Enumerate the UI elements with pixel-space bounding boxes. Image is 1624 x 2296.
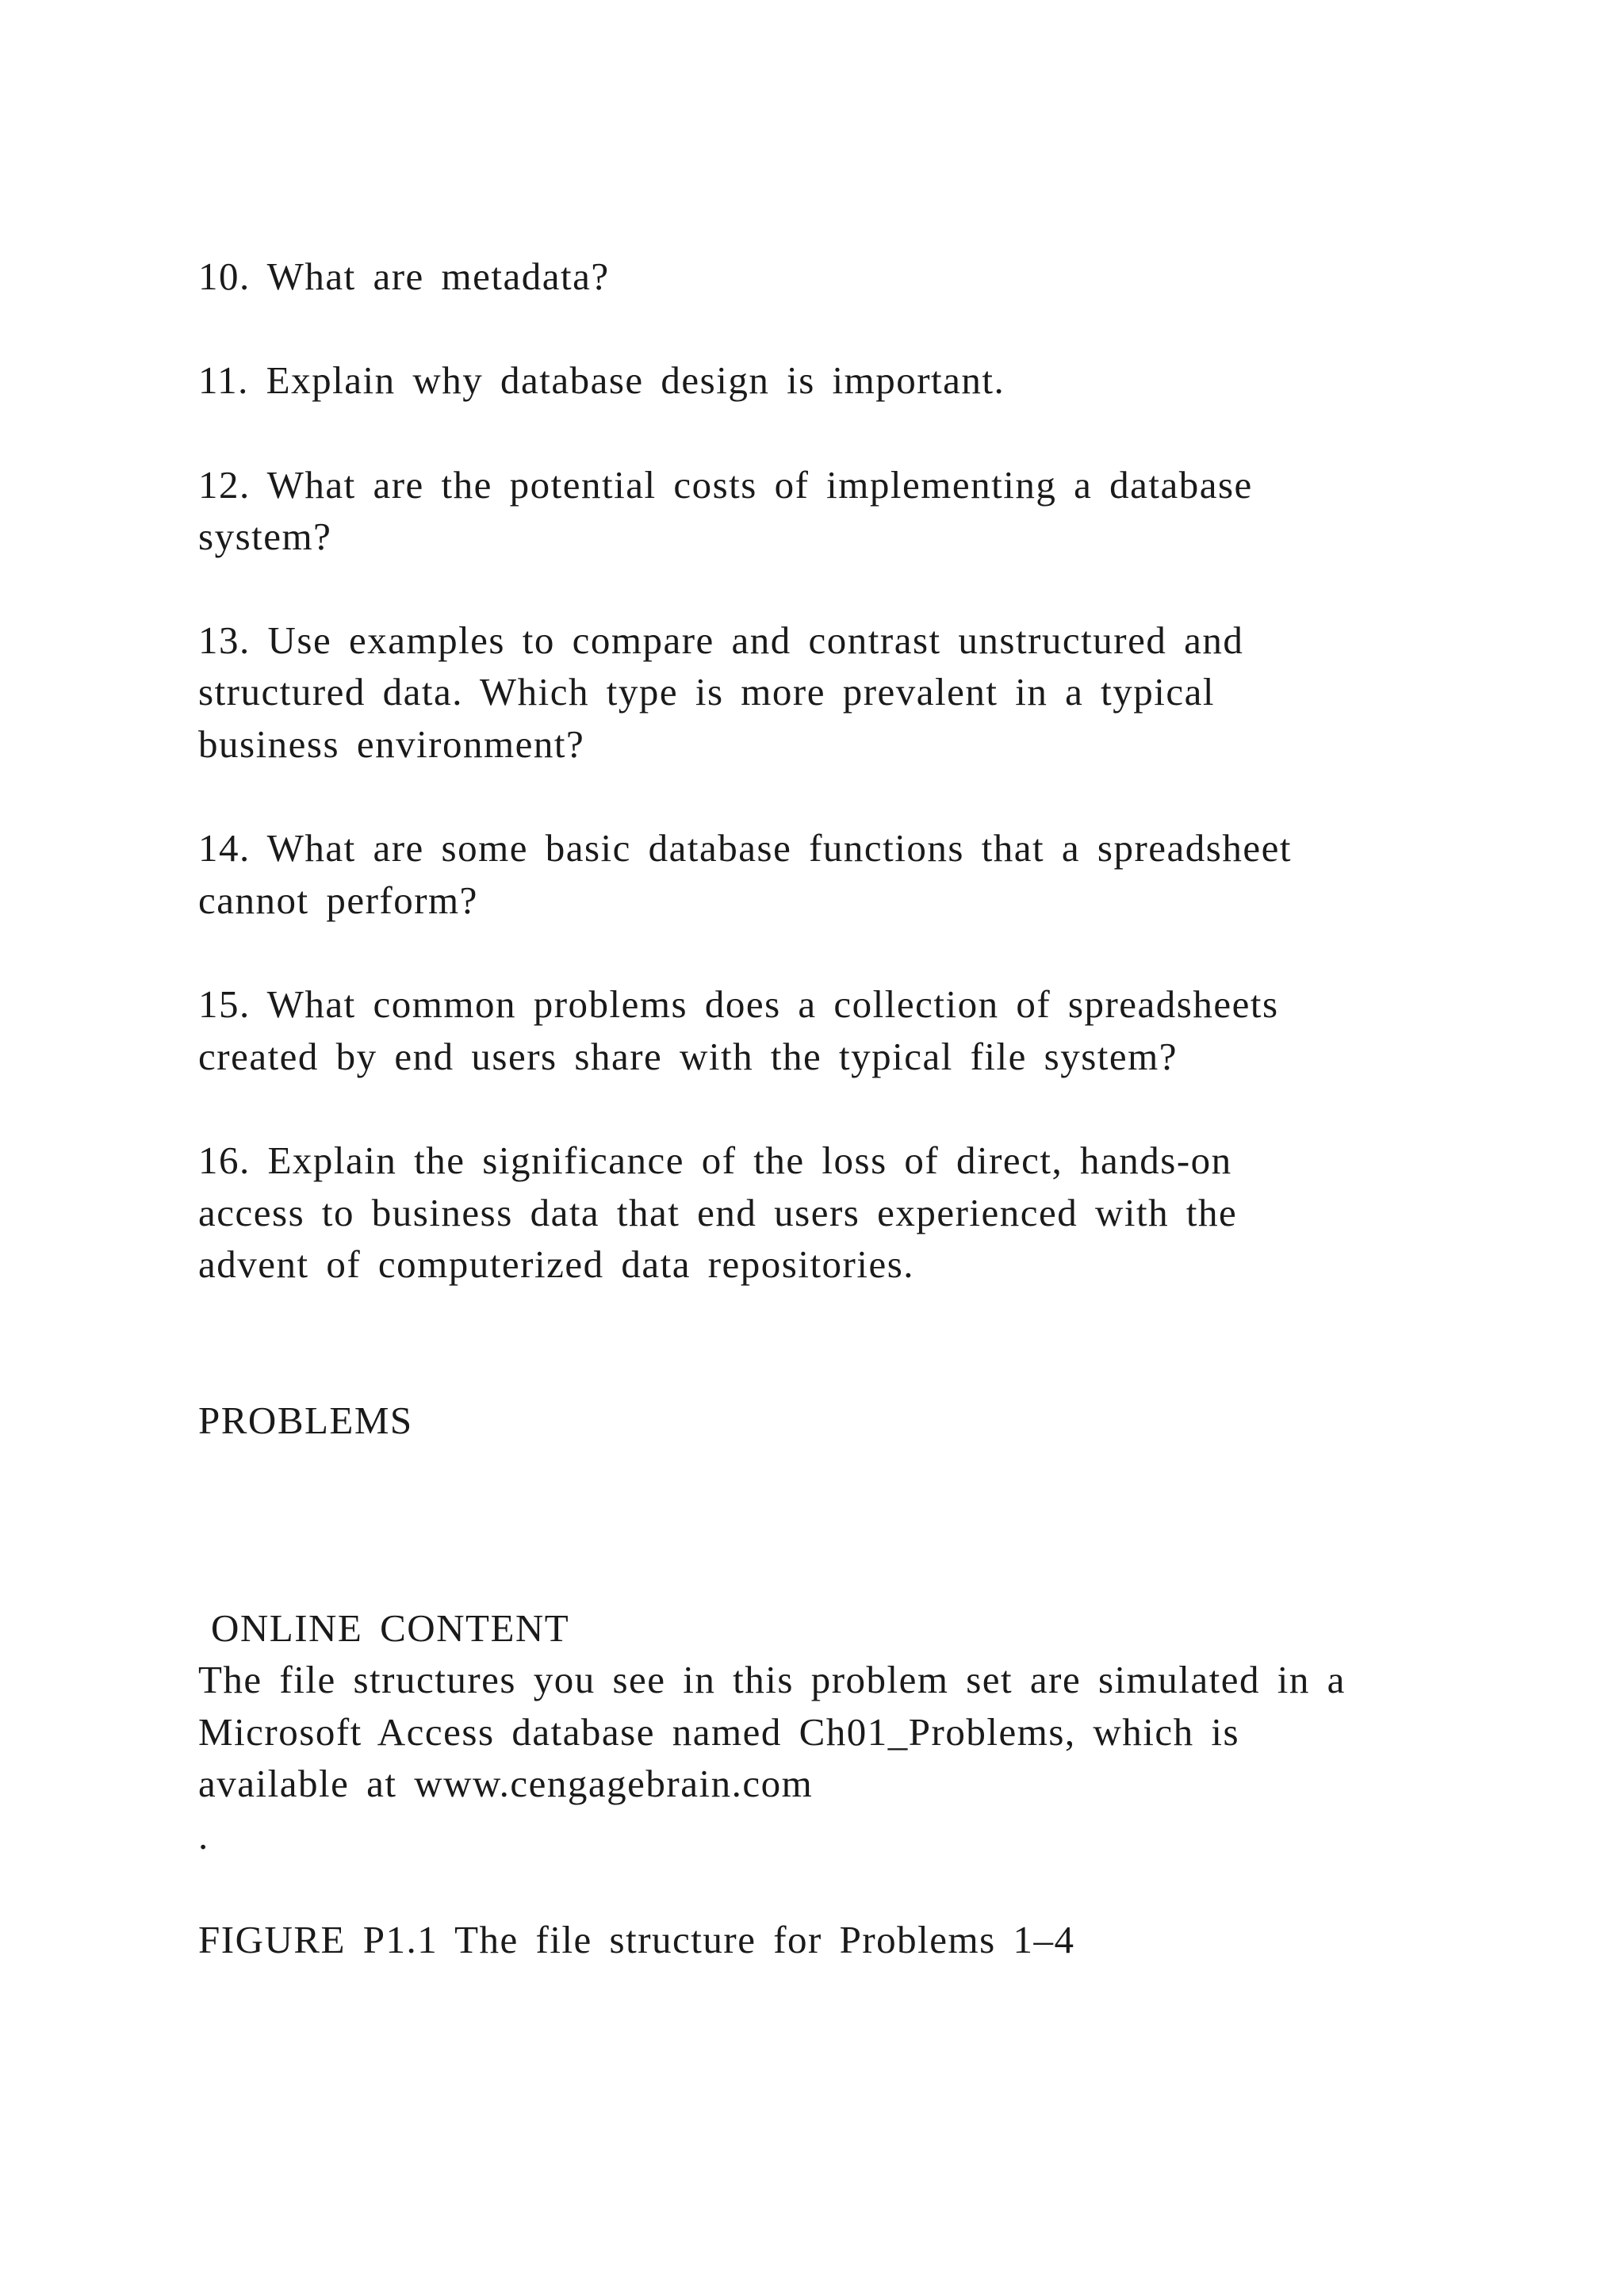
question-14-line-1: 14. What are some basic database functions that a spreadsheet <box>198 826 1292 870</box>
question-12-line-1: 12. What are the potential costs of implementing a database <box>198 463 1253 507</box>
online-content-line-2: Microsoft Access database named Ch01_Problems, which is <box>198 1710 1240 1754</box>
question-13-line-1: 13. Use examples to compare and contrast unstructured and <box>198 618 1244 662</box>
question-11: 11. Explain why database design is important. <box>198 358 1005 402</box>
question-15-line-2: created by end users share with the typical file system? <box>198 1035 1178 1078</box>
question-16-line-2: access to business data that end users experienced with the <box>198 1191 1238 1234</box>
section-heading-problems: PROBLEMS <box>198 1399 413 1442</box>
question-13-line-2: structured data. Which type is more prevalent in a typical <box>198 670 1215 714</box>
question-14-line-2: cannot perform? <box>198 878 478 922</box>
online-content-line-4: . <box>198 1814 209 1858</box>
online-content-line-1: The file structures you see in this problem set are simulated in a <box>198 1658 1346 1701</box>
question-12-line-2: system? <box>198 515 332 558</box>
figure-caption: FIGURE P1.1 The file structure for Problems 1–4 <box>198 1918 1075 1961</box>
question-15-line-1: 15. What common problems does a collection of spreadsheets <box>198 982 1279 1026</box>
online-content-line-3: available at www.cengagebrain.com <box>198 1762 814 1805</box>
question-16-line-3: advent of computerized data repositories. <box>198 1242 915 1286</box>
online-content-heading: ONLINE CONTENT <box>211 1606 570 1650</box>
question-16-line-1: 16. Explain the significance of the loss of direct, hands-on <box>198 1138 1232 1182</box>
question-10: 10. What are metadata? <box>198 254 610 298</box>
question-13-line-3: business environment? <box>198 722 585 766</box>
